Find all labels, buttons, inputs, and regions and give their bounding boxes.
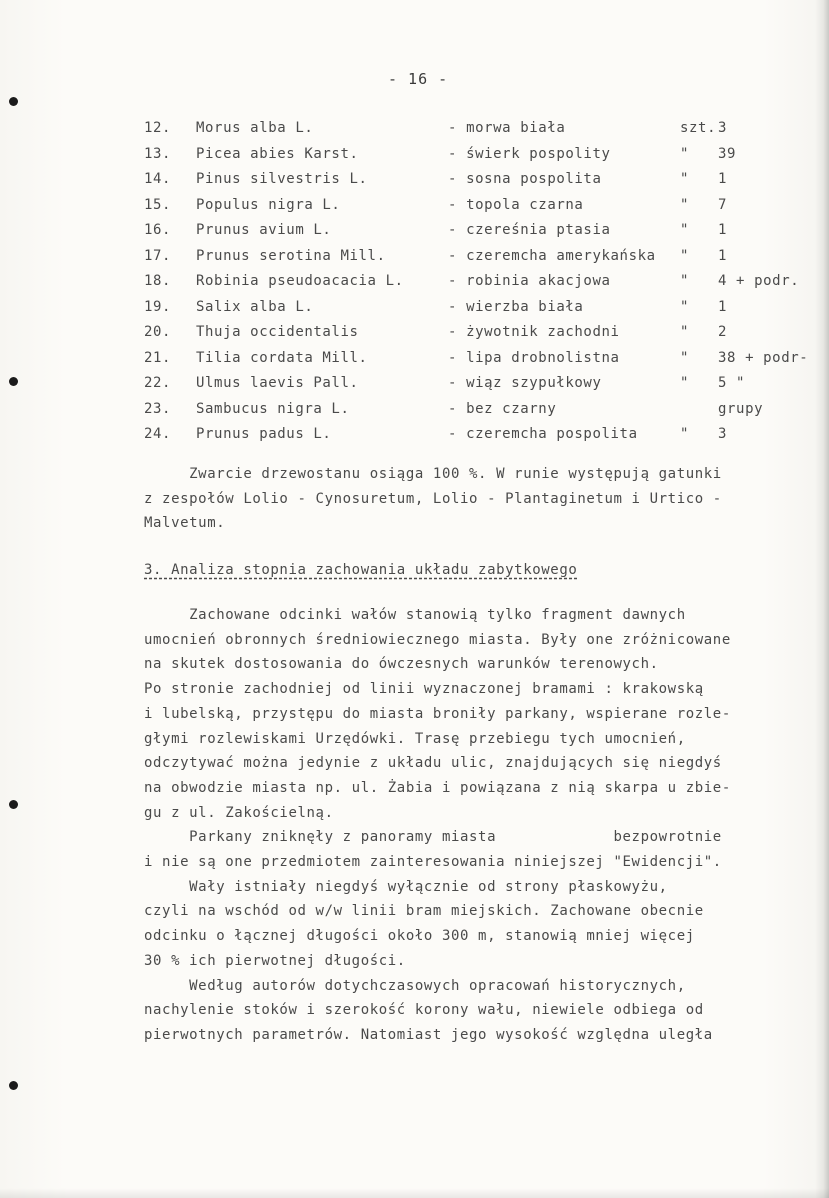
polish-name-text: wiąz szypułkowy (466, 375, 602, 391)
table-row (0, 397, 829, 423)
latin-name: Prunus avium L. (196, 222, 332, 238)
text-line: z zespołów Lolio - Cynosuretum, Lolio - Plantaginetum i Urtico - (144, 490, 722, 507)
dash: - (448, 298, 458, 315)
text-line: 30 % ich pierwotnej długości. (144, 952, 406, 969)
dash: - (448, 426, 458, 442)
text-line: Po stronie zachodniej od linii wyznaczonej bramami : krakowską (144, 681, 704, 698)
row-number: 20. (144, 324, 172, 340)
latin-name: Ulmus laevis Pall. (196, 375, 359, 391)
count: 7 (718, 196, 728, 213)
unit: " (680, 145, 690, 162)
row-number: 23. (144, 400, 172, 417)
polish-name-text: bez czarny (466, 400, 557, 417)
unit: " (680, 222, 690, 238)
unit: " (680, 247, 690, 264)
latin-name: Sambucus nigra L. (196, 400, 350, 417)
table-row (0, 422, 829, 448)
unit: " (680, 426, 690, 442)
polish-name-text: świerk pospolity (466, 145, 611, 162)
polish-name (448, 350, 620, 366)
latin-name: Picea abies Karst. (196, 145, 359, 162)
text-line: Zwarcie drzewostanu osiąga 100 %. W runie występują gatunki (144, 466, 722, 482)
unit: " (680, 273, 690, 289)
row-number: 24. (144, 426, 172, 442)
polish-name (448, 222, 611, 238)
polish-name-text: żywotnik zachodni (466, 324, 620, 340)
polish-name (448, 120, 565, 136)
dash: - (448, 145, 458, 162)
table-row (0, 244, 829, 270)
unit: " (680, 324, 690, 340)
text-line: i lubelską, przystępu do miasta broniły parkany, wspierane rozle- (144, 705, 731, 722)
polish-name (448, 273, 611, 289)
paragraph-stand-density (144, 462, 804, 536)
dash: - (448, 247, 458, 264)
dash: - (448, 222, 458, 238)
dash: - (448, 273, 458, 289)
text-line: odcinku o łącznej długości około 300 m, stanowią mniej więcej (144, 928, 695, 945)
count: 1 (718, 222, 728, 238)
row-number: 15. (144, 196, 172, 213)
latin-name: Tilia cordata Mill. (196, 349, 368, 366)
polish-name (448, 375, 602, 391)
polish-name (448, 146, 611, 162)
table-row (0, 320, 829, 346)
latin-name: Robinia pseudoacacia L. (196, 273, 404, 289)
punch-hole (9, 97, 18, 106)
unit: " (680, 349, 690, 366)
latin-name: Pinus silvestris L. (196, 171, 368, 187)
text-line: na obwodzie miasta np. ul. Żabia i powiązana z nią skarpa u zbie- (144, 779, 731, 796)
count: 3 (718, 120, 728, 136)
table-row (0, 218, 829, 244)
count: 3 (718, 426, 728, 442)
row-number: 12. (144, 120, 172, 136)
table-row (0, 142, 829, 168)
polish-name-text: lipa drobnolistna (466, 349, 620, 366)
row-number: 18. (144, 273, 172, 289)
text-line: na skutek dostosowania do ówczesnych warunków terenowych. (144, 656, 659, 673)
latin-name: Populus nigra L. (196, 196, 341, 213)
unit: " (680, 171, 690, 187)
table-row (0, 346, 829, 372)
table-row (0, 371, 829, 397)
count: 1 (718, 298, 728, 315)
row-number: 16. (144, 222, 172, 238)
dash: - (448, 349, 458, 366)
polish-name (448, 401, 556, 417)
section-heading: 3. Analiza stopnia zachowania układu zabytkowego (144, 562, 578, 578)
text-line: Wały istniały niegdyś wyłącznie od strony płaskowyżu, (144, 878, 668, 895)
polish-name-text: robinia akacjowa (466, 273, 611, 289)
text-line: Malvetum. (144, 515, 226, 532)
polish-name (448, 197, 583, 213)
count: 5 " (718, 375, 746, 391)
polish-name-text: morwa biała (466, 120, 566, 136)
row-number: 21. (144, 349, 172, 366)
count: 4 + podr. (718, 273, 800, 289)
dash: - (448, 324, 458, 340)
latin-name: Morus alba L. (196, 120, 314, 136)
table-row (0, 193, 829, 219)
text-line: Parkany zniknęły z panoramy miasta bezpowrotnie (144, 829, 722, 846)
polish-name (448, 248, 656, 264)
text-line: i nie są one przedmiotem zainteresowania niniejszej "Ewidencji". (144, 854, 722, 871)
table-row (0, 167, 829, 193)
latin-name: Prunus serotina Mill. (196, 247, 386, 264)
count: 38 + podr- (718, 349, 809, 366)
text-line: odczytywać można jedynie z układu ulic, znajdujących się niegdyś (144, 755, 722, 772)
text-line: gu z ul. Zakościelną. (144, 804, 334, 821)
row-number: 22. (144, 375, 172, 391)
paragraph-analysis (144, 603, 804, 1048)
latin-name: Salix alba L. (196, 298, 314, 315)
dash: - (448, 120, 458, 136)
text-line: czyli na wschód od w/w linii bram miejskich. Zachowane obecnie (144, 903, 704, 920)
text-line: Według autorów dotychczasowych opracowań historycznych, (144, 977, 686, 994)
page-number: - 16 - (388, 70, 449, 88)
row-number: 14. (144, 171, 172, 187)
row-number: 17. (144, 247, 172, 264)
dash: - (448, 400, 458, 417)
text-line: głymi rozlewiskami Urzędówki. Trasę przebiegu tych umocnień, (144, 730, 686, 747)
polish-name (448, 426, 638, 442)
table-row (0, 116, 829, 142)
dash: - (448, 375, 458, 391)
polish-name (448, 324, 620, 340)
count: 2 (718, 324, 728, 340)
polish-name (448, 299, 583, 315)
text-line: nachylenie stoków i szerokość korony wału, niewiele odbiega od (144, 1002, 704, 1019)
polish-name (448, 171, 602, 187)
unit: " (680, 196, 690, 213)
row-number: 19. (144, 298, 172, 315)
polish-name-text: czeremcha amerykańska (466, 247, 656, 264)
dash: - (448, 171, 458, 187)
table-row (0, 295, 829, 321)
row-number: 13. (144, 145, 172, 162)
text-line: Zachowane odcinki wałów stanowią tylko fragment dawnych (144, 607, 686, 623)
latin-name: Thuja occidentalis (196, 324, 359, 340)
page-bottom-shadow (0, 1188, 829, 1198)
polish-name-text: wierzba biała (466, 298, 584, 315)
species-table (0, 116, 829, 448)
polish-name-text: topola czarna (466, 196, 584, 213)
unit: " (680, 375, 690, 391)
unit: " (680, 298, 690, 315)
dash: - (448, 196, 458, 213)
text-line: pierwotnych parametrów. Natomiast jego wysokość względna uległa (144, 1026, 713, 1043)
polish-name-text: czereśnia ptasia (466, 222, 611, 238)
polish-name-text: czeremcha pospolita (466, 426, 638, 442)
latin-name: Prunus padus L. (196, 426, 332, 442)
count: 1 (718, 171, 728, 187)
punch-hole (9, 800, 18, 809)
text-line: umocnień obronnych średniowiecznego miasta. Były one zróżnicowane (144, 631, 731, 648)
unit: szt. (680, 120, 717, 136)
punch-hole (9, 1081, 18, 1090)
count: grupy (718, 400, 764, 417)
table-row (0, 269, 829, 295)
count: 39 (718, 145, 737, 162)
polish-name-text: sosna pospolita (466, 171, 602, 187)
count: 1 (718, 247, 728, 264)
